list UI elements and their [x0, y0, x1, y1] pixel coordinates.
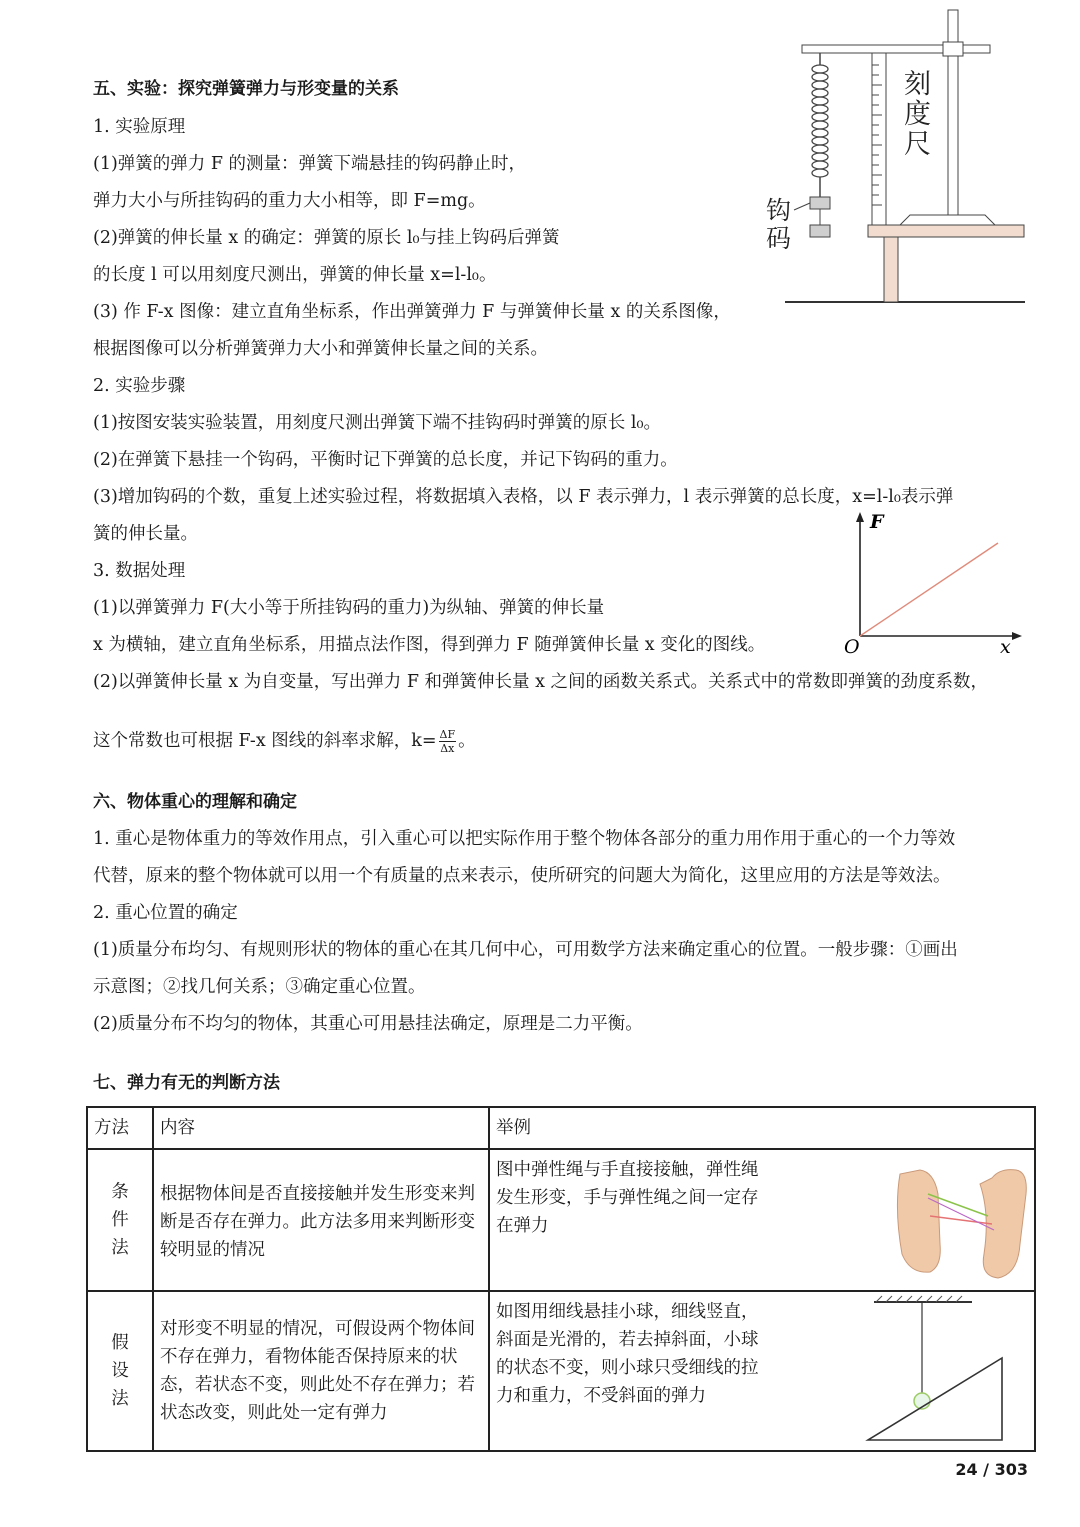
paragraph: 弹力大小与所挂钩码的重力大小相等，即 F=mg。 [93, 191, 486, 211]
example-cell [489, 1149, 1035, 1291]
paragraph: (3)增加钩码的个数，重复上述实验过程，将数据填入表格，以 F 表示弹力，l 表示弹簧的总长度，x=l-l₀表示弹 [93, 487, 954, 507]
table-header-row [87, 1107, 1035, 1149]
elastic-force-method-table [86, 1106, 1036, 1452]
method-cell: 假 设 法 [87, 1291, 153, 1451]
x-axis-label: x [1000, 636, 1011, 658]
example-text: 如图用细线悬挂小球，细线竖直， 斜面是光滑的，若去掉斜面，小球的状态不变，则小球只受细线的拉力和重力，不受斜面的弹力 [496, 1302, 759, 1406]
paragraph: (2)弹簧的伸长量 x 的确定：弹簧的原长 l₀与挂上钩码后弹簧 [93, 228, 560, 248]
sub-heading-steps: 2. 实验步骤 [93, 376, 186, 396]
paragraph: (2)以弹簧伸长量 x 为自变量，写出弹力 F 和弹簧伸长量 x 之间的函数关系式。关系式中的常数即弹簧的劲度系数， [93, 672, 989, 692]
ball-on-incline-image [862, 1294, 1012, 1444]
content-cell: 对形变不明显的情况，可假设两个物体间不存在弹力，看物体能否保持原来的状态，若状态不变，则此处不存在弹力；若状态改变，则此处一定有弹力 [153, 1291, 489, 1451]
section7-heading: 七、弹力有无的判断方法 [93, 1073, 280, 1093]
origin-label: O [844, 636, 860, 658]
table-header-cell: 内容 [153, 1107, 489, 1149]
paragraph: 1. 重心是物体重力的等效作用点，引入重心可以把实际作用于整个物体各部分的重力用作用于重心的一个力等效 [93, 829, 956, 849]
section6-heading: 六、物体重心的理解和确定 [93, 792, 297, 812]
weight-label: 钩码 [766, 196, 792, 253]
paragraph: (1)以弹簧弹力 F(大小等于所挂钩码的重力)为纵轴、弹簧的伸长量 [93, 598, 605, 618]
paragraph: (1)弹簧的弹力 F 的测量：弹簧下端悬挂的钩码静止时， [93, 154, 527, 174]
table-header-cell: 方法 [87, 1107, 153, 1149]
paragraph: (1)按图安装实验装置，用刻度尺测出弹簧下端不挂钩码时弹簧的原长 l₀。 [93, 413, 661, 433]
slope-fraction: $\frac{\Delta F}{\Delta x}$ [439, 728, 456, 755]
paragraph: 的长度 l 可以用刻度尺测出，弹簧的伸长量 x=l-l₀。 [93, 265, 497, 285]
sub-heading-position: 2. 重心位置的确定 [93, 903, 238, 923]
table-row [87, 1149, 1035, 1291]
f-x-graph-figure [840, 510, 1030, 660]
method-cell: 条 件 法 [87, 1149, 153, 1291]
sub-heading-principle: 1. 实验原理 [93, 117, 186, 137]
y-axis-label: F [870, 511, 884, 533]
paragraph: 示意图；②找几何关系；③确定重心位置。 [93, 977, 426, 997]
sub-heading-data: 3. 数据处理 [93, 561, 186, 581]
page-number: 24 / 303 [955, 1460, 1028, 1479]
example-cell [489, 1291, 1035, 1451]
paragraph-formula: 这个常数也可根据 F-x 图线的斜率求解，k= $\frac{\Delta F}{\Delta x}$ 。 [93, 728, 476, 755]
content-cell: 根据物体间是否直接接触并发生形变来判断是否存在弹力。此方法多用来判断形变较明显的情况 [153, 1149, 489, 1291]
paragraph: 簧的伸长量。 [93, 524, 198, 544]
table-row [87, 1291, 1035, 1451]
paragraph: x 为横轴，建立直角坐标系，用描点法作图，得到弹力 F 随弹簧伸长量 x 变化的图线。 [93, 635, 766, 655]
paragraph: (1)质量分布均匀、有规则形状的物体的重心在其几何中心，可用数学方法来确定重心的位置。一般步骤：①画出 [93, 940, 958, 960]
table-header-cell: 举例 [489, 1107, 1035, 1149]
paragraph: 根据图像可以分析弹簧弹力大小和弹簧伸长量之间的关系。 [93, 339, 548, 359]
section5-heading: 五、实验：探究弹簧弹力与形变量的关系 [93, 79, 399, 99]
paragraph: 代替，原来的整个物体就可以用一个有质量的点来表示，使所研究的问题大为简化，这里应用的方法是等效法。 [93, 866, 951, 886]
spring-apparatus-figure [766, 5, 1030, 310]
paragraph: (2)在弹簧下悬挂一个钩码，平衡时记下弹簧的总长度，并记下钩码的重力。 [93, 450, 678, 470]
ruler-label: 刻度尺 [904, 69, 931, 160]
hands-elastic-rope-image [880, 1154, 1040, 1284]
paragraph: (3) 作 F-x 图像：建立直角坐标系，作出弹簧弹力 F 与弹簧伸长量 x 的关系图像， [93, 302, 731, 322]
example-text: 图中弹性绳与手直接接触，弹性绳发生形变，手与弹性绳之间一定存在弹力 [496, 1160, 759, 1236]
paragraph: (2)质量分布不均匀的物体，其重心可用悬挂法确定，原理是二力平衡。 [93, 1014, 643, 1034]
